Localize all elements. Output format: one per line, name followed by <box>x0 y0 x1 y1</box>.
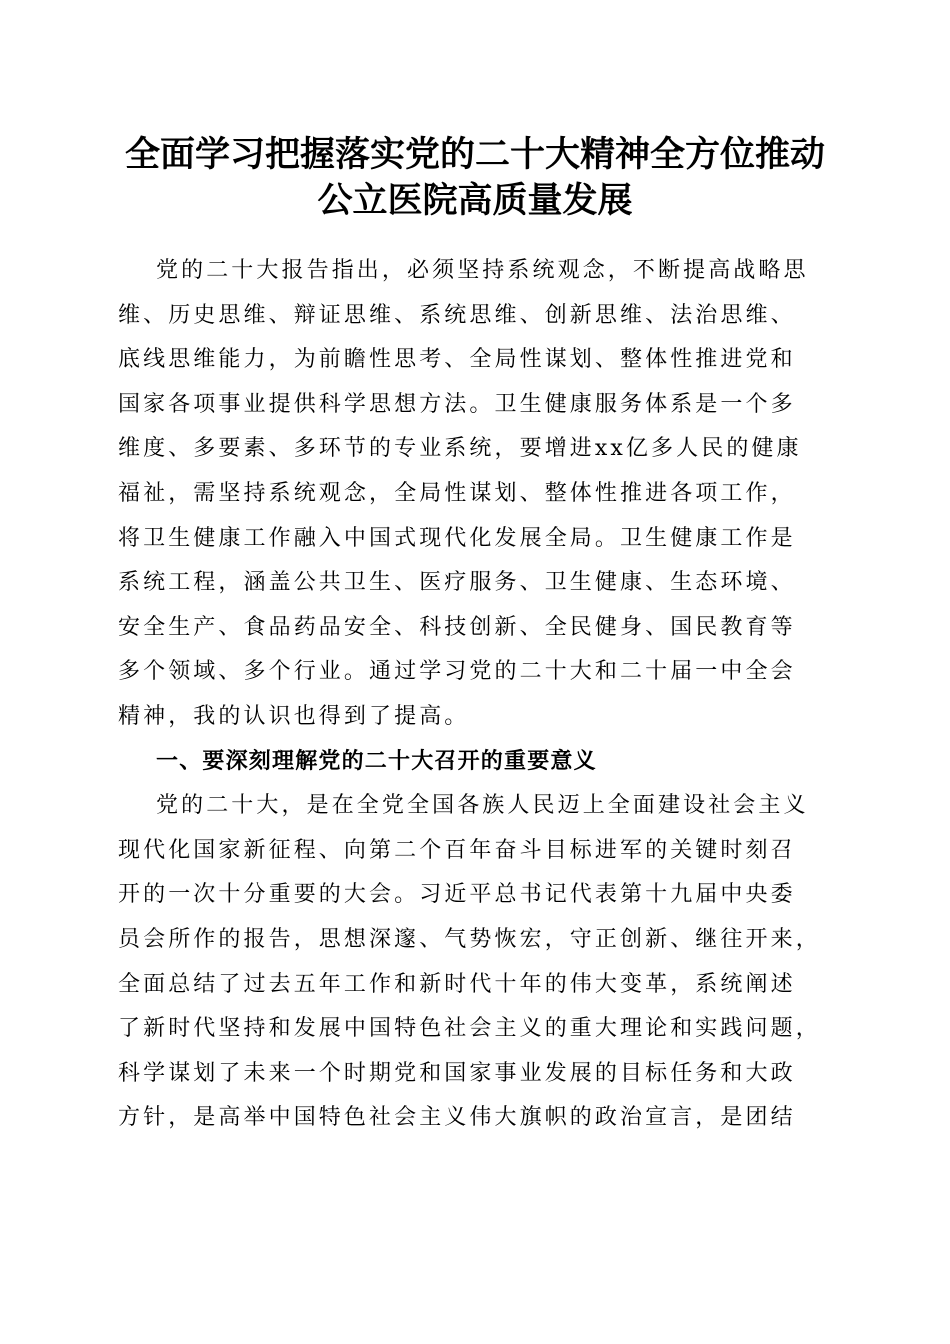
text-line: 系统工程，涵盖公共卫生、医疗服务、卫生健康、生态环境、 <box>118 570 796 596</box>
document-title <box>100 132 850 224</box>
text-line: 安全生产、食品药品安全、科技创新、全民健身、国民教育等 <box>118 614 796 640</box>
section-heading-1: 一、要深刻理解党的二十大召开的重要意义 <box>156 748 597 774</box>
text-line: 党的二十大报告指出，必须坚持系统观念，不断提高战略思 <box>156 258 809 283</box>
paragraph-section-1 <box>118 784 828 1141</box>
text-line: 维、历史思维、辩证思维、系统思维、创新思维、法治思维、 <box>118 302 796 328</box>
text-line: 多个领域、多个行业。通过学习党的二十大和二十届一中全会 <box>118 659 796 685</box>
paragraph-intro <box>118 249 828 740</box>
text-line: 了新时代坚持和发展中国特色社会主义的重大理论和实践问题， <box>118 1016 821 1042</box>
text-line: 精神，我的认识也得到了提高。 <box>118 703 470 729</box>
text-line: 员会所作的报告，思想深邃、气势恢宏，守正创新、继往开来， <box>118 926 821 952</box>
text-line: 将卫生健康工作融入中国式现代化发展全局。卫生健康工作是 <box>118 525 796 551</box>
text-line: 现代化国家新征程、向第二个百年奋斗目标进军的关键时刻召 <box>118 837 796 863</box>
text-line: 全面总结了过去五年工作和新时代十年的伟大变革，系统阐述 <box>118 971 796 997</box>
title-line-1: 全面学习把握落实党的二十大精神全方位推动 <box>124 134 825 175</box>
title-line-2: 公立医院高质量发展 <box>317 180 633 221</box>
text-line: 党的二十大，是在全党全国各族人民迈上全面建设社会主义 <box>156 793 809 819</box>
document-body <box>118 249 828 1141</box>
text-line: 福祉，需坚持系统观念，全局性谋划、整体性推进各项工作， <box>118 480 796 506</box>
text-line: 开的一次十分重要的大会。习近平总书记代表第十九届中央委 <box>118 882 796 908</box>
text-line: 方针，是高举中国特色社会主义伟大旗帜的政治宣言，是团结 <box>118 1105 796 1131</box>
text-line: 维度、多要素、多环节的专业系统，要增进xx亿多人民的健康 <box>118 436 802 462</box>
text-line: 国家各项事业提供科学思想方法。卫生健康服务体系是一个多 <box>118 391 796 417</box>
text-line: 科学谋划了未来一个时期党和国家事业发展的目标任务和大政 <box>118 1060 796 1086</box>
text-line: 底线思维能力，为前瞻性思考、全局性谋划、整体性推进党和 <box>118 347 796 373</box>
